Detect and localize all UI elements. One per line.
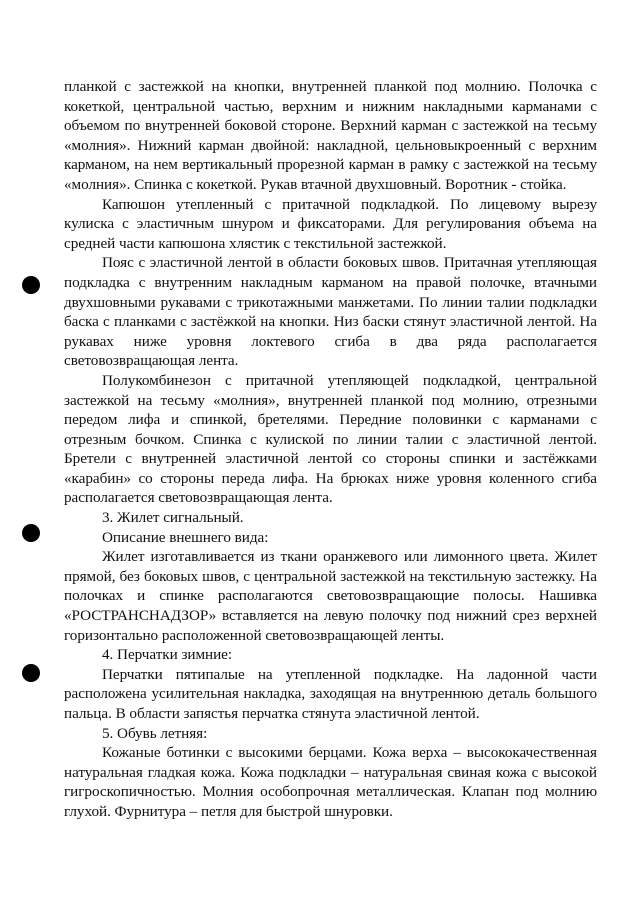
paragraph-belt-lining: Пояс с эластичной лентой в области боковых швов. Притачная утепляющая подкладка с внутренним накладным карманом на правой полочке, втачными двухшовными рукавами с трикотажными манжетами. По линии талии подкладки баска с планками с застёжкой на кнопки. Низ баски стянут эластичной лентой. На рукавах ниже уровня локтевого сгиба в два ряда располагается световозвращающая лента. <box>64 254 597 370</box>
paragraph-boots: Кожаные ботинки с высокими берцами. Кожа верха – высококачественная натуральная гладкая кожа. Кожа подкладки – натуральная свиная кожа с высокой гигроскопичностью. Молния особопрочная металлическая. Клапан под молнию глухой. Фурнитура – петля для быстрой шнуровки. <box>64 744 597 820</box>
paragraph-vest: Жилет изготавливается из ткани оранжевого или лимонного цвета. Жилет прямой, без боковых швов, с центральной застежкой на текстильную застежку. На полочках и спинке располагаются световозвращающие полосы. Нашивка «РОСТРАНСНАДЗОР» вставляется на левую полочку под нижний срез верхней горизонтально расположенной световозвращающей ленты. <box>64 548 597 644</box>
paragraph-gloves: Перчатки пятипалые на утепленной подкладке. На ладонной части расположена усилительная накладка, заходящая на внутреннюю деталь большого пальца. В области запястья перчатка стянута эластичной лентой. <box>64 665 597 722</box>
paragraph-hood: Капюшон утепленный с притачной подкладкой. По лицевому вырезу кулиска с эластичным шнуром и фиксаторами. Для регулирования объема на средней части капюшона хлястик с текстильной застежкой. <box>64 195 597 252</box>
punch-hole <box>22 664 40 682</box>
punch-hole <box>22 524 40 542</box>
heading-signal-vest: 3. Жилет сигнальный. <box>102 509 244 527</box>
heading-winter-gloves: 4. Перчатки зимние: <box>102 646 233 664</box>
document-body <box>64 77 597 822</box>
paragraph-jacket-details: планкой с застежкой на кнопки, внутренней планкой под молнию. Полочка с кокеткой, центральной частью, верхним и нижним накладными карманами с объемом по внутренней боковой стороне. Верхний карман с застежкой на тесьму «молния». Нижний карман двойной: накладной, цельновыкроенный с верхним карманом, на нем вертикальный прорезной карман в рамку с застежкой на тесьму «молния». Спинка с кокеткой. Рукав втачной двухшовный. Воротник - стойка. <box>64 78 597 193</box>
paragraph-overalls: Полукомбинезон с притачной утепляющей подкладкой, центральной застежкой на тесьму «молния», внутренней планкой под молнию, отрезными передом лифа и спинкой, бретелями. Передние половинки с карманами с отрезным бочком. Спинка с кулиской по линии талии с эластичной лентой. Бретели с внутренней эластичной лентой со стороны спинки и застёжками «карабин» со стороны переда лифа. На брюках ниже уровня коленного сгиба располагается световозвращающая лента. <box>64 371 597 507</box>
punch-hole <box>22 276 40 294</box>
heading-summer-footwear: 5. Обувь летняя: <box>102 724 208 742</box>
heading-appearance: Описание внешнего вида: <box>102 528 269 546</box>
